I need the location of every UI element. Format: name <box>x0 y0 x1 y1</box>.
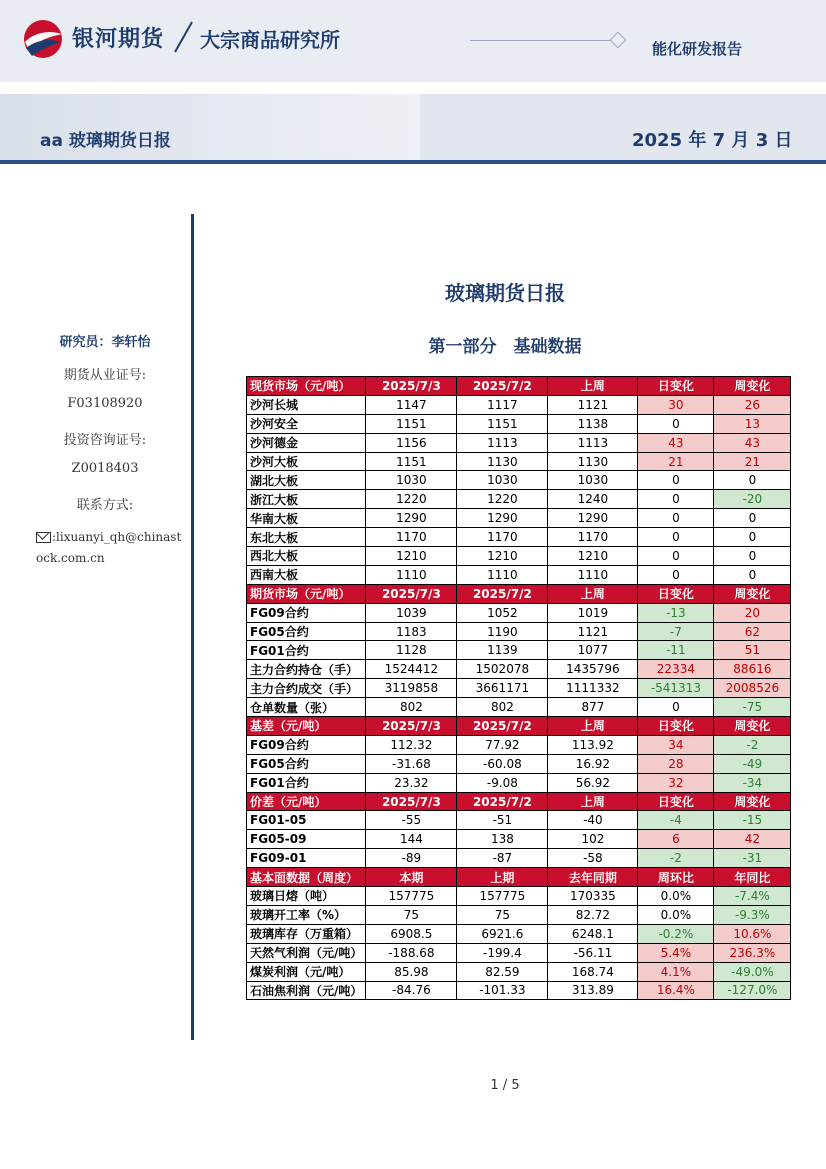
table-header-cell: 2025/7/2 <box>457 792 548 811</box>
table-header-cell: 基差（元/吨） <box>247 717 366 736</box>
table-cell: 1290 <box>457 509 548 528</box>
table-cell: 77.92 <box>457 735 548 754</box>
table-cell: 0.0% <box>638 905 714 924</box>
table-cell: 157775 <box>366 887 457 906</box>
table-header-cell: 日变化 <box>638 717 714 736</box>
table-cell: 4.1% <box>638 962 714 981</box>
table-cell: 1220 <box>366 490 457 509</box>
table-cell: 6921.6 <box>457 924 548 943</box>
consult-label: 投资咨询证号: <box>63 433 147 448</box>
table-cell: 1113 <box>457 433 548 452</box>
table-cell: -89 <box>366 849 457 868</box>
table-cell: 1156 <box>366 433 457 452</box>
table-cell: -84.76 <box>366 981 457 1000</box>
table-cell: -13 <box>638 603 714 622</box>
row-label-cell: 沙河德金 <box>247 433 366 452</box>
table-cell: 6 <box>638 830 714 849</box>
table-cell: 82.59 <box>457 962 548 981</box>
table-row <box>247 565 791 584</box>
row-label-cell: FG05合约 <box>247 754 366 773</box>
table-cell: 0 <box>638 547 714 566</box>
row-label-cell: 石油焦利润（元/吨） <box>247 981 366 1000</box>
row-label-cell: 西南大板 <box>247 565 366 584</box>
table-cell: 75 <box>366 905 457 924</box>
table-cell: 1190 <box>457 622 548 641</box>
row-label-cell: 西北大板 <box>247 547 366 566</box>
table-cell: 13 <box>714 414 791 433</box>
table-cell: 0 <box>714 471 791 490</box>
table-row <box>247 735 791 754</box>
table-cell: -9.08 <box>457 773 548 792</box>
consult-number: Z0018403 <box>71 461 139 476</box>
row-label-cell: 玻璃开工率（%） <box>247 905 366 924</box>
row-label-cell: 东北大板 <box>247 528 366 547</box>
table-cell: 16.92 <box>548 754 638 773</box>
table-cell: 0 <box>638 490 714 509</box>
table-header-row <box>247 584 791 603</box>
table-cell: -101.33 <box>457 981 548 1000</box>
table-cell: -199.4 <box>457 943 548 962</box>
table-header-cell: 2025/7/3 <box>366 717 457 736</box>
table-cell: 28 <box>638 754 714 773</box>
table-cell: -7 <box>638 622 714 641</box>
table-cell: 16.4% <box>638 981 714 1000</box>
table-cell: 0 <box>638 509 714 528</box>
row-label-cell: FG05合约 <box>247 622 366 641</box>
table-cell: -9.3% <box>714 905 791 924</box>
table-cell: 1111332 <box>548 679 638 698</box>
table-row <box>247 849 791 868</box>
table-cell: 6908.5 <box>366 924 457 943</box>
table-cell: 88616 <box>714 660 791 679</box>
table-cell: 1019 <box>548 603 638 622</box>
row-label-cell: FG09合约 <box>247 735 366 754</box>
table-header-cell: 本期 <box>366 868 457 887</box>
row-label-cell: 煤炭利润（元/吨） <box>247 962 366 981</box>
table-header-cell: 上期 <box>457 868 548 887</box>
table-header-cell: 周环比 <box>638 868 714 887</box>
table-header-cell: 周变化 <box>714 377 791 396</box>
table-cell: 168.74 <box>548 962 638 981</box>
table-cell: 1110 <box>457 565 548 584</box>
table-header-cell: 现货市场（元/吨） <box>247 377 366 396</box>
table-cell: 1139 <box>457 641 548 660</box>
table-row <box>247 528 791 547</box>
row-label-cell: 沙河长城 <box>247 395 366 414</box>
table-header-cell: 2025/7/2 <box>457 584 548 603</box>
table-cell: -58 <box>548 849 638 868</box>
table-row <box>247 679 791 698</box>
table-cell: 3661171 <box>457 679 548 698</box>
header-rule <box>470 40 618 41</box>
table-cell: 21 <box>638 452 714 471</box>
table-cell: 1290 <box>548 509 638 528</box>
table-row <box>247 754 791 773</box>
table-cell: 1151 <box>366 414 457 433</box>
table-header-cell: 2025/7/2 <box>457 377 548 396</box>
glass-data-table <box>246 376 791 1000</box>
table-cell: 1121 <box>548 622 638 641</box>
table-header-cell: 期货市场（元/吨） <box>247 584 366 603</box>
table-cell: 20 <box>714 603 791 622</box>
table-header-cell: 周变化 <box>714 584 791 603</box>
table-header-row <box>247 792 791 811</box>
table-cell: 1130 <box>548 452 638 471</box>
table-cell: 1130 <box>457 452 548 471</box>
table-header-cell: 去年同期 <box>548 868 638 887</box>
table-cell: -20 <box>714 490 791 509</box>
table-cell: -2 <box>714 735 791 754</box>
table-cell: 42 <box>714 830 791 849</box>
diamond-icon <box>610 32 627 49</box>
table-header-row <box>247 377 791 396</box>
table-cell: 313.89 <box>548 981 638 1000</box>
table-cell: 1151 <box>457 414 548 433</box>
row-label-cell: FG01合约 <box>247 641 366 660</box>
section-title: 第一部分 基础数据 <box>428 337 582 357</box>
table-row <box>247 660 791 679</box>
license-number: F03108920 <box>67 396 143 411</box>
table-cell: 0 <box>714 565 791 584</box>
table-cell: 1138 <box>548 414 638 433</box>
table-cell: 1128 <box>366 641 457 660</box>
table-cell: 138 <box>457 830 548 849</box>
table-cell: 236.3% <box>714 943 791 962</box>
table-cell: 1210 <box>366 547 457 566</box>
table-row <box>247 414 791 433</box>
table-cell: 1170 <box>457 528 548 547</box>
table-cell: -15 <box>714 811 791 830</box>
row-label-cell: 华南大板 <box>247 509 366 528</box>
table-cell: 1147 <box>366 395 457 414</box>
page-header <box>0 0 826 82</box>
row-label-cell: 仓单数量（张） <box>247 698 366 717</box>
table-row <box>247 943 791 962</box>
row-label-cell: FG01合约 <box>247 773 366 792</box>
table-header-row <box>247 868 791 887</box>
table-cell: 51 <box>714 641 791 660</box>
table-cell: 1110 <box>548 565 638 584</box>
institute-name: 大宗商品研究所 <box>200 28 340 52</box>
table-cell: 1121 <box>548 395 638 414</box>
table-header-cell: 日变化 <box>638 377 714 396</box>
table-cell: 22334 <box>638 660 714 679</box>
table-cell: 802 <box>457 698 548 717</box>
row-label-cell: FG09-01 <box>247 849 366 868</box>
table-header-cell: 2025/7/3 <box>366 792 457 811</box>
table-cell: 2008526 <box>714 679 791 698</box>
table-header-cell: 年同比 <box>714 868 791 887</box>
table-cell: 1077 <box>548 641 638 660</box>
row-label-cell: FG01-05 <box>247 811 366 830</box>
table-row <box>247 981 791 1000</box>
table-row <box>247 641 791 660</box>
table-row <box>247 622 791 641</box>
table-cell: 0 <box>714 547 791 566</box>
table-row <box>247 471 791 490</box>
table-cell: 1030 <box>548 471 638 490</box>
table-cell: -55 <box>366 811 457 830</box>
table-cell: -60.08 <box>457 754 548 773</box>
table-row <box>247 811 791 830</box>
table-row <box>247 395 791 414</box>
table-cell: -31.68 <box>366 754 457 773</box>
table-cell: 802 <box>366 698 457 717</box>
table-row <box>247 962 791 981</box>
table-row <box>247 924 791 943</box>
table-cell: 75 <box>457 905 548 924</box>
table-header-cell: 上周 <box>548 717 638 736</box>
table-cell: 1524412 <box>366 660 457 679</box>
table-row <box>247 773 791 792</box>
table-row <box>247 452 791 471</box>
table-row <box>247 433 791 452</box>
brand-name: 银河期货 <box>72 27 165 52</box>
table-cell: 1290 <box>366 509 457 528</box>
divider-slash-icon <box>172 20 194 54</box>
table-cell: 0 <box>714 528 791 547</box>
table-cell: 3119858 <box>366 679 457 698</box>
table-cell: -34 <box>714 773 791 792</box>
table-cell: -49 <box>714 754 791 773</box>
table-cell: 1170 <box>366 528 457 547</box>
table-header-cell: 价差（元/吨） <box>247 792 366 811</box>
table-cell: 1117 <box>457 395 548 414</box>
table-cell: 0 <box>638 565 714 584</box>
table-cell: 1240 <box>548 490 638 509</box>
table-cell: -75 <box>714 698 791 717</box>
table-cell: 170335 <box>548 887 638 906</box>
row-label-cell: 沙河大板 <box>247 452 366 471</box>
table-header-cell: 周变化 <box>714 717 791 736</box>
row-label-cell: 主力合约持仓（手） <box>247 660 366 679</box>
table-cell: 0.0% <box>638 887 714 906</box>
table-cell: 0 <box>638 414 714 433</box>
row-label-cell: 玻璃库存（万重箱） <box>247 924 366 943</box>
report-type: 能化研发报告 <box>652 40 743 58</box>
table-cell: -188.68 <box>366 943 457 962</box>
table-header-cell: 上周 <box>548 584 638 603</box>
table-cell: 85.98 <box>366 962 457 981</box>
table-cell: -31 <box>714 849 791 868</box>
table-cell: 1220 <box>457 490 548 509</box>
table-cell: 1151 <box>366 452 457 471</box>
table-cell: 23.32 <box>366 773 457 792</box>
table-cell: 1113 <box>548 433 638 452</box>
table-cell: 1030 <box>457 471 548 490</box>
table-cell: -40 <box>548 811 638 830</box>
table-cell: 43 <box>714 433 791 452</box>
table-cell: -4 <box>638 811 714 830</box>
row-label-cell: 玻璃日熔（吨） <box>247 887 366 906</box>
table-header-cell: 2025/7/3 <box>366 584 457 603</box>
table-cell: 1502078 <box>457 660 548 679</box>
table-cell: 157775 <box>457 887 548 906</box>
table-cell: 43 <box>638 433 714 452</box>
table-row <box>247 490 791 509</box>
table-cell: -127.0% <box>714 981 791 1000</box>
row-label-cell: 湖北大板 <box>247 471 366 490</box>
table-cell: 32 <box>638 773 714 792</box>
table-cell: 21 <box>714 452 791 471</box>
table-cell: 6248.1 <box>548 924 638 943</box>
row-label-cell: 主力合约成交（手） <box>247 679 366 698</box>
table-cell: 0 <box>714 509 791 528</box>
table-cell: 1210 <box>457 547 548 566</box>
table-row <box>247 509 791 528</box>
table-row <box>247 547 791 566</box>
report-date: 2025 年 7 月 3 日 <box>632 130 793 151</box>
document-title: 玻璃期货日报 <box>445 281 565 305</box>
table-cell: 1039 <box>366 603 457 622</box>
table-cell: 0 <box>638 471 714 490</box>
researcher-name: 研究员：李轩怡 <box>59 335 151 350</box>
table-cell: 1110 <box>366 565 457 584</box>
table-header-cell: 上周 <box>548 792 638 811</box>
table-row <box>247 698 791 717</box>
table-header-cell: 2025/7/2 <box>457 717 548 736</box>
table-cell: 113.92 <box>548 735 638 754</box>
table-cell: 0 <box>638 698 714 717</box>
table-cell: 5.4% <box>638 943 714 962</box>
table-cell: 1435796 <box>548 660 638 679</box>
table-cell: 1170 <box>548 528 638 547</box>
row-label-cell: 沙河安全 <box>247 414 366 433</box>
table-cell: 30 <box>638 395 714 414</box>
email-text: :lixuanyi_qh@chinastock.com.cn <box>36 530 182 565</box>
table-cell: 1052 <box>457 603 548 622</box>
table-header-row <box>247 717 791 736</box>
table-header-cell: 日变化 <box>638 792 714 811</box>
report-name: aa 玻璃期货日报 <box>40 131 171 151</box>
table-cell: 1183 <box>366 622 457 641</box>
table-header-cell: 日变化 <box>638 584 714 603</box>
table-cell: 26 <box>714 395 791 414</box>
table-row <box>247 887 791 906</box>
contact-email[interactable] <box>36 527 184 569</box>
table-cell: -11 <box>638 641 714 660</box>
row-label-cell: 浙江大板 <box>247 490 366 509</box>
envelope-icon <box>36 532 51 543</box>
page-number: 1 / 5 <box>490 1078 520 1093</box>
table-cell: -56.11 <box>548 943 638 962</box>
table-cell: 1210 <box>548 547 638 566</box>
table-cell: -51 <box>457 811 548 830</box>
license-label: 期货从业证号: <box>63 368 147 383</box>
table-cell: -7.4% <box>714 887 791 906</box>
title-band-stripe <box>0 160 826 164</box>
table-cell: 62 <box>714 622 791 641</box>
table-cell: 56.92 <box>548 773 638 792</box>
table-cell: 10.6% <box>714 924 791 943</box>
table-cell: 102 <box>548 830 638 849</box>
table-cell: 877 <box>548 698 638 717</box>
table-cell: 34 <box>638 735 714 754</box>
table-row <box>247 830 791 849</box>
galaxy-logo-icon <box>20 18 66 60</box>
table-cell: 144 <box>366 830 457 849</box>
table-cell: 82.72 <box>548 905 638 924</box>
table-cell: -87 <box>457 849 548 868</box>
table-cell: -2 <box>638 849 714 868</box>
row-label-cell: 天然气利润（元/吨） <box>247 943 366 962</box>
table-row <box>247 905 791 924</box>
table-cell: 1030 <box>366 471 457 490</box>
row-label-cell: FG09合约 <box>247 603 366 622</box>
table-row <box>247 603 791 622</box>
table-cell: 112.32 <box>366 735 457 754</box>
contact-label: 联系方式: <box>76 498 134 513</box>
table-cell: -541313 <box>638 679 714 698</box>
table-header-cell: 周变化 <box>714 792 791 811</box>
table-header-cell: 基本面数据（周度） <box>247 868 366 887</box>
table-header-cell: 2025/7/3 <box>366 377 457 396</box>
table-cell: -49.0% <box>714 962 791 981</box>
table-cell: 0 <box>638 528 714 547</box>
table-cell: -0.2% <box>638 924 714 943</box>
table-header-cell: 上周 <box>548 377 638 396</box>
row-label-cell: FG05-09 <box>247 830 366 849</box>
